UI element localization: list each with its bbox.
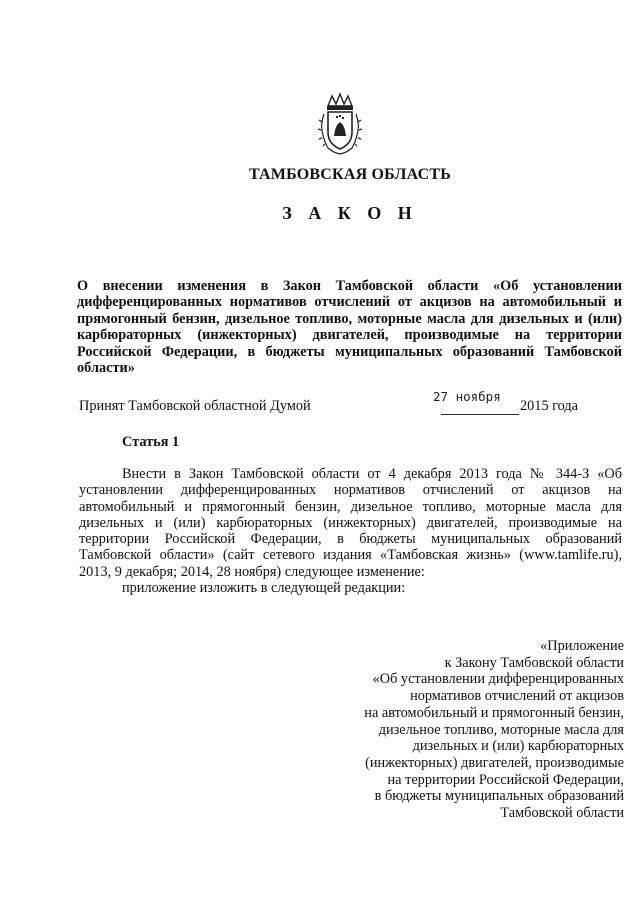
law-title: О внесении изменения в Закон Тамбовской области «Об установлении дифференцированных нормативов отчислений от акцизов на автомобильный и прямогонный бензин, дизельное топливо, моторные масла для дизельных и (или) карбюраторных (инжекторных) двигателей, производимые на территории Российской Федерации, в бюджеты муниципальных образований Тамбовской области» xyxy=(77,278,622,377)
annex-line: нормативов отчислений от акцизов xyxy=(410,688,624,705)
adoption-line xyxy=(79,389,624,420)
annex-line: дизельное топливо, моторные масла для xyxy=(378,721,624,738)
tambov-coat-of-arms-icon xyxy=(314,92,366,156)
article-title: Статья 1 xyxy=(122,434,180,450)
article-body xyxy=(79,466,622,596)
article-paragraph: Внести в Закон Тамбовской области от 4 декабря 2013 года № 344-З «Об установлении дифференцированных нормативов отчислений от акцизов на автомобильный и прямогонный бензин, дизельное топливо, моторные масла для дизельных и (или) карбюраторных (инжекторных) двигателей, производимые на территории Российской Федерации, в бюджеты муниципальных образований Тамбовской области» (сайт сетевого издания «Тамбовская жизнь» (www.tamlife.ru), 2013, 9 декабря; 2014, 28 ноября) следующее изменение: xyxy=(79,466,622,580)
adoption-date: 27 ноября xyxy=(433,389,501,404)
adoption-text: Принят Тамбовской областной Думой xyxy=(79,398,311,414)
adoption-date-underline xyxy=(441,414,519,415)
annex-line: на территории Российской Федерации, xyxy=(387,771,624,788)
article-paragraph: приложение изложить в следующей редакции: xyxy=(122,580,406,597)
annex-line: в бюджеты муниципальных образований xyxy=(374,788,624,805)
annex-line: (инжекторных) двигателей, производимые xyxy=(365,754,624,771)
annex-line: «Приложение xyxy=(540,638,624,654)
annex-line: к Закону Тамбовской области xyxy=(444,654,624,671)
annex-line: Тамбовской области xyxy=(500,805,624,822)
annex-line: «Об установлении дифференцированных xyxy=(372,671,624,688)
region-title: ТАМБОВСКАЯ ОБЛАСТЬ xyxy=(248,166,452,183)
adoption-year: 2015 года xyxy=(520,398,579,414)
annex-line: на автомобильный и прямогонный бензин, xyxy=(364,704,624,721)
annex-line: дизельных и (или) карбюраторных xyxy=(412,738,624,755)
annex-heading-block xyxy=(300,638,624,822)
document-type-heading: З А К О Н xyxy=(282,203,418,223)
